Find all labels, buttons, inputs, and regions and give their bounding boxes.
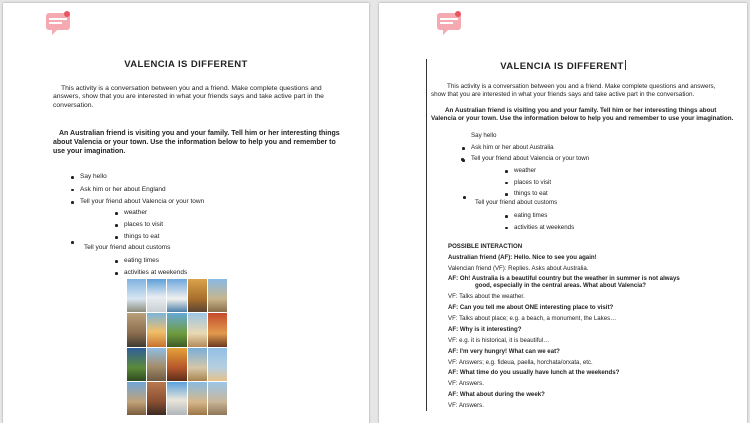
photo xyxy=(188,279,207,312)
bullet-dot xyxy=(71,241,74,244)
dialogue-line: AF: Can you tell me about ONE interesting place to visit? xyxy=(448,304,614,311)
list-item: Say hello xyxy=(80,173,204,186)
page-title-text: VALENCIA IS DIFFERENT xyxy=(500,61,624,72)
photo xyxy=(208,313,227,346)
list-item: Ask him or her about Australia xyxy=(471,144,554,156)
main-list xyxy=(80,173,204,211)
photo xyxy=(147,313,166,346)
intro-paragraph: This activity is a conversation between you and a friend. Make complete questions and answers, show that you are interested in what your friends says and take active part in the conversation. xyxy=(53,85,324,109)
valencia-photo-collage xyxy=(127,279,227,415)
comment-bar xyxy=(426,59,427,411)
list-item: places to visit xyxy=(124,221,163,233)
photo xyxy=(147,382,166,415)
task-paragraph: An Australian friend is visiting you and your family. Tell him or her interesting things about Valencia or your town. Use the information below to help you and remember to use your imagination. xyxy=(431,107,734,122)
list-item: weather xyxy=(514,167,551,179)
list-item: weather xyxy=(124,209,163,221)
dialogue-line: VF: Answers. xyxy=(448,402,484,409)
list-item: things to eat xyxy=(514,190,551,202)
list-item: eating times xyxy=(514,212,574,224)
list-item: eating times xyxy=(124,257,187,269)
list-item: activities at weekends xyxy=(124,269,187,281)
school-logo-icon xyxy=(434,10,464,36)
text-cursor xyxy=(625,60,626,70)
school-logo-icon xyxy=(43,10,73,36)
photo xyxy=(188,313,207,346)
sub-list xyxy=(124,209,163,245)
photo xyxy=(167,313,186,346)
interaction-heading: POSSIBLE INTERACTION xyxy=(448,243,523,250)
photo xyxy=(167,382,186,415)
photo xyxy=(167,348,186,381)
dialogue-line: AF: Why is it interesting? xyxy=(448,326,522,333)
dialogue-line: AF: I'm very hungry! What can we eat? xyxy=(448,348,560,355)
document-page-2 xyxy=(379,3,747,423)
dialogue-line: VF: Answers; e.g. fideua, paella, horchata/orxata, etc. xyxy=(448,359,593,366)
dialogue-line: VF: Answers. xyxy=(448,380,484,387)
photo xyxy=(208,348,227,381)
sub-list-customs xyxy=(124,257,187,281)
dialogue-line: AF: What about during the week? xyxy=(448,391,545,398)
dialogue-line: VF: Talks about place; e.g. a beach, a monument, the Lakes… xyxy=(448,315,617,322)
list-item: Say hello xyxy=(471,132,497,139)
photo xyxy=(208,279,227,312)
list-item: Tell your friend about Valencia or your town xyxy=(80,198,204,211)
document-page-1 xyxy=(3,3,369,423)
dialogue-line: AF: Oh! Australia is a beautiful country but the weather in summer is not always xyxy=(448,275,680,282)
dialogue-line: good, especially in the central areas. What about Valencia? xyxy=(475,282,647,289)
sub-list-customs xyxy=(514,212,574,235)
photo xyxy=(188,348,207,381)
dialogue-line: VF: e.g. it is historical, it is beautiful… xyxy=(448,337,550,344)
bullet-dot xyxy=(461,158,464,161)
photo xyxy=(147,279,166,312)
sub-list xyxy=(514,167,551,202)
photo xyxy=(188,382,207,415)
dialogue-line: AF: What time do you usually have lunch at the weekends? xyxy=(448,369,620,376)
list-item: things to eat xyxy=(124,233,163,245)
photo xyxy=(167,279,186,312)
bullet-dot xyxy=(463,196,466,199)
dialogue-line: Valencian friend (VF): Replies. Asks about Australia. xyxy=(448,265,589,272)
list-item: places to visit xyxy=(514,179,551,191)
page-title[interactable] xyxy=(379,60,747,72)
list-item: activities at weekends xyxy=(514,224,574,236)
photo xyxy=(147,348,166,381)
intro-paragraph: This activity is a conversation between you and a friend. Make complete questions and answers, show that you are interested in what your friends says and take active part in the conversation. xyxy=(431,83,716,98)
customs-item: Tell your friend about customs xyxy=(84,244,171,251)
photo xyxy=(208,382,227,415)
dialogue-line: Australian friend (AF): Hello. Nice to see you again! xyxy=(448,254,597,261)
photo xyxy=(127,313,146,346)
dialogue-line: VF: Talks about the weather. xyxy=(448,293,525,300)
page-title: VALENCIA IS DIFFERENT xyxy=(124,59,248,70)
photo xyxy=(127,279,146,312)
task-paragraph: An Australian friend is visiting you and your family. Tell him or her interesting things about Valencia or your town. Use the information below to help you and remember to use your imagination. xyxy=(53,130,340,155)
list-item: Tell your friend about Valencia or your town xyxy=(471,155,590,162)
customs-item: Tell your friend about customs xyxy=(475,199,558,206)
photo xyxy=(127,382,146,415)
list-item: Ask him or her about England xyxy=(80,186,204,199)
photo xyxy=(127,348,146,381)
